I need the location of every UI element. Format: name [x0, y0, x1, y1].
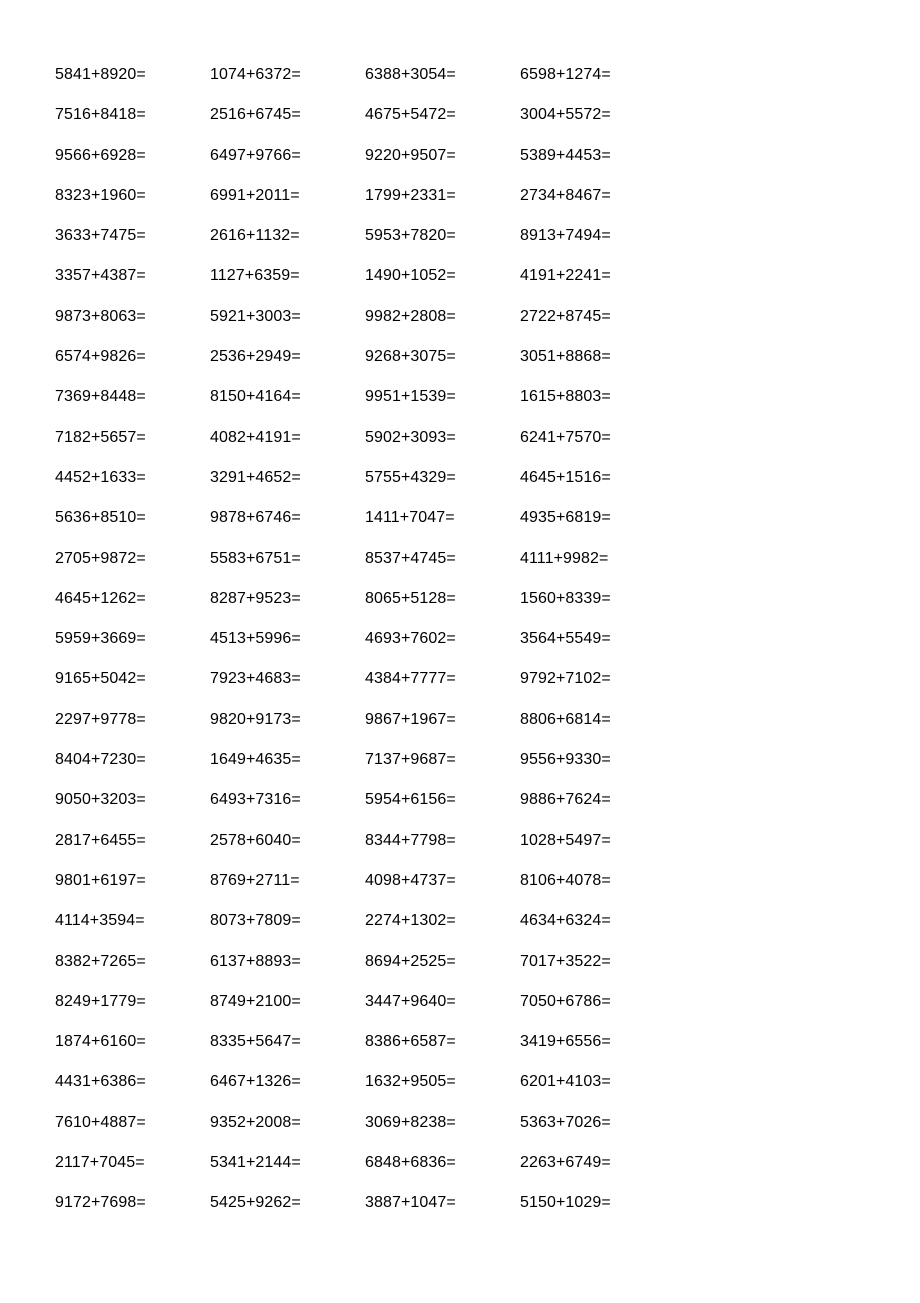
addition-problem: 4452+1633=	[55, 468, 146, 486]
addition-problem: 5921+3003=	[210, 307, 301, 325]
addition-problem: 4114+3594=	[55, 912, 145, 930]
addition-problem: 6574+9826=	[55, 348, 146, 366]
addition-problem: 5954+6156=	[365, 791, 456, 809]
addition-problem: 2516+6745=	[210, 106, 301, 124]
addition-problem: 6497+9766=	[210, 146, 301, 164]
addition-problem: 6388+3054=	[365, 66, 456, 83]
addition-problem: 5150+1029=	[520, 1194, 611, 1212]
addition-problem: 4935+6819=	[520, 509, 611, 527]
addition-problem: 8323+1960=	[55, 186, 146, 204]
addition-problem: 7017+3522=	[520, 952, 611, 970]
addition-problem: 7050+6786=	[520, 992, 611, 1010]
addition-problem: 7137+9687=	[365, 751, 456, 769]
addition-problem: 3004+5572=	[520, 106, 611, 124]
addition-problem: 8344+7798=	[365, 831, 456, 849]
addition-problem: 2297+9778=	[55, 710, 146, 728]
addition-problem: 2817+6455=	[55, 831, 146, 849]
addition-problem: 8806+6814=	[520, 710, 611, 728]
addition-problem: 5341+2144=	[210, 1154, 301, 1172]
addition-problem: 8749+2100=	[210, 992, 301, 1010]
addition-problem: 3447+9640=	[365, 992, 456, 1010]
addition-problem: 9982+2808=	[365, 307, 456, 325]
addition-problem: 4098+4737=	[365, 871, 456, 889]
addition-problem: 8065+5128=	[365, 589, 456, 607]
addition-problem: 1127+6359=	[210, 267, 300, 285]
addition-problem: 6848+6836=	[365, 1154, 456, 1172]
addition-problem: 1874+6160=	[55, 1033, 146, 1051]
addition-problem: 8537+4745=	[365, 549, 456, 567]
addition-problem: 1028+5497=	[520, 831, 611, 849]
addition-problem: 4082+4191=	[210, 428, 301, 446]
addition-problem: 5636+8510=	[55, 509, 146, 527]
addition-problem: 9566+6928=	[55, 146, 146, 164]
addition-problem: 9820+9173=	[210, 710, 301, 728]
addition-problem: 3633+7475=	[55, 227, 146, 245]
addition-problem: 4384+7777=	[365, 670, 456, 688]
addition-problem: 8335+5647=	[210, 1033, 301, 1051]
addition-problem: 4513+5996=	[210, 630, 301, 648]
addition-problem: 6991+2011=	[210, 186, 300, 204]
addition-problem: 2734+8467=	[520, 186, 611, 204]
addition-problem: 5389+4453=	[520, 146, 611, 164]
addition-problem: 9172+7698=	[55, 1194, 146, 1212]
addition-problem: 3887+1047=	[365, 1194, 456, 1212]
addition-problem: 2578+6040=	[210, 831, 301, 849]
addition-problem: 8694+2525=	[365, 952, 456, 970]
addition-problem: 9050+3203=	[55, 791, 146, 809]
addition-problem: 9220+9507=	[365, 146, 456, 164]
addition-problem: 6137+8893=	[210, 952, 301, 970]
addition-problem: 1074+6372=	[210, 66, 301, 83]
addition-problem: 9165+5042=	[55, 670, 146, 688]
addition-problem: 9352+2008=	[210, 1113, 301, 1131]
addition-problem: 7369+8448=	[55, 388, 146, 406]
addition-problem: 4191+2241=	[520, 267, 611, 285]
addition-problem: 5902+3093=	[365, 428, 456, 446]
addition-problem: 6493+7316=	[210, 791, 301, 809]
addition-problem: 7610+4887=	[55, 1113, 146, 1131]
addition-problem: 4634+6324=	[520, 912, 611, 930]
addition-problem: 8106+4078=	[520, 871, 611, 889]
addition-problem: 9873+8063=	[55, 307, 146, 325]
addition-problem: 8073+7809=	[210, 912, 301, 930]
addition-problem: 3564+5549=	[520, 630, 611, 648]
addition-problem: 2722+8745=	[520, 307, 611, 325]
addition-problem: 5953+7820=	[365, 227, 456, 245]
addition-problem: 9886+7624=	[520, 791, 611, 809]
addition-problem: 8249+1779=	[55, 992, 146, 1010]
addition-problem: 2274+1302=	[365, 912, 456, 930]
addition-problem: 1615+8803=	[520, 388, 611, 406]
addition-problem: 6467+1326=	[210, 1073, 301, 1091]
addition-problem: 4431+6386=	[55, 1073, 146, 1091]
addition-problem: 7516+8418=	[55, 106, 146, 124]
addition-problem: 8287+9523=	[210, 589, 301, 607]
addition-problem: 9951+1539=	[365, 388, 456, 406]
addition-problem: 2263+6749=	[520, 1154, 611, 1172]
addition-problem: 4645+1516=	[520, 468, 611, 486]
addition-problem: 6241+7570=	[520, 428, 611, 446]
addition-problem: 5841+8920=	[55, 66, 146, 83]
addition-problem: 9878+6746=	[210, 509, 301, 527]
addition-problem: 9556+9330=	[520, 751, 611, 769]
addition-problem: 1560+8339=	[520, 589, 611, 607]
addition-problem: 1649+4635=	[210, 751, 301, 769]
addition-problem: 3419+6556=	[520, 1033, 611, 1051]
addition-problem: 4675+5472=	[365, 106, 456, 124]
addition-problem: 5363+7026=	[520, 1113, 611, 1131]
addition-problem: 3069+8238=	[365, 1113, 456, 1131]
addition-problem: 4645+1262=	[55, 589, 146, 607]
addition-problem: 9792+7102=	[520, 670, 611, 688]
addition-problem: 6598+1274=	[520, 66, 611, 83]
addition-problem: 8382+7265=	[55, 952, 146, 970]
addition-problem: 7923+4683=	[210, 670, 301, 688]
addition-problem: 9801+6197=	[55, 871, 146, 889]
addition-problem: 2705+9872=	[55, 549, 146, 567]
addition-problem: 5755+4329=	[365, 468, 456, 486]
addition-problem: 7182+5657=	[55, 428, 146, 446]
addition-problem: 9268+3075=	[365, 348, 456, 366]
addition-problem: 3051+8868=	[520, 348, 611, 366]
addition-problem: 1799+2331=	[365, 186, 456, 204]
addition-problem: 8769+2711=	[210, 871, 300, 889]
addition-problem: 8404+7230=	[55, 751, 146, 769]
addition-problem: 5425+9262=	[210, 1194, 301, 1212]
addition-problem: 3291+4652=	[210, 468, 301, 486]
addition-problem: 8913+7494=	[520, 227, 611, 245]
addition-problem: 1411+7047=	[365, 509, 455, 527]
addition-problem: 2117+7045=	[55, 1154, 145, 1172]
addition-problem: 1632+9505=	[365, 1073, 456, 1091]
addition-problem: 8386+6587=	[365, 1033, 456, 1051]
addition-problem: 2616+1132=	[210, 227, 300, 245]
addition-problem: 5959+3669=	[55, 630, 146, 648]
addition-problem: 4693+7602=	[365, 630, 456, 648]
addition-problem: 6201+4103=	[520, 1073, 611, 1091]
addition-problem: 9867+1967=	[365, 710, 456, 728]
addition-problem: 5583+6751=	[210, 549, 301, 567]
addition-problem: 8150+4164=	[210, 388, 301, 406]
addition-problem: 4111+9982=	[520, 549, 609, 567]
addition-problem: 2536+2949=	[210, 348, 301, 366]
addition-problem: 1490+1052=	[365, 267, 456, 285]
problem-grid	[55, 64, 675, 1233]
addition-problem: 3357+4387=	[55, 267, 146, 285]
